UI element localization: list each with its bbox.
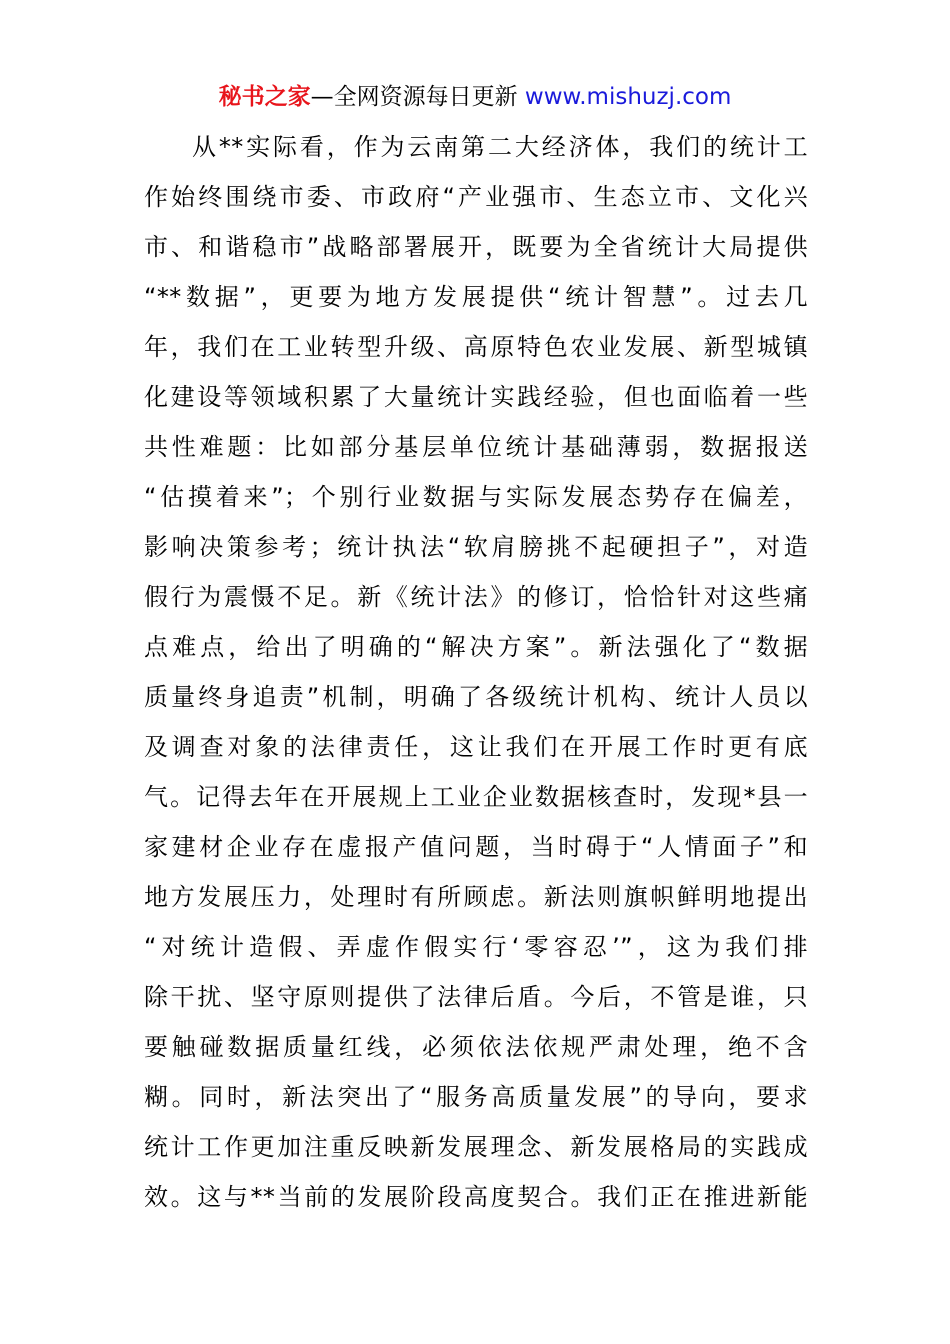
paragraph-line: “对统计造假、弄虚作假实行‘零容忍’”，这为我们排 <box>144 933 808 961</box>
document-body <box>144 122 808 1222</box>
paragraph-line: 化建设等领域积累了大量统计实践经验，但也面临着一些 <box>144 383 808 411</box>
header-tagline: —全网资源每日更新 <box>310 84 518 110</box>
paragraph-line: 作始终围绕市委、市政府“产业强市、生态立市、文化兴 <box>144 183 808 211</box>
paragraph-line: 从**实际看，作为云南第二大经济体，我们的统计工 <box>192 133 808 161</box>
header-brand: 秘书之家 <box>218 84 311 110</box>
paragraph-line: 假行为震慑不足。新《统计法》的修订，恰恰针对这些痛 <box>144 583 808 611</box>
paragraph-line: 家建材企业存在虚报产值问题，当时碍于“人情面子”和 <box>144 833 808 861</box>
paragraph-line: 除干扰、坚守原则提供了法律后盾。今后，不管是谁，只 <box>144 983 808 1011</box>
paragraph-line: 要触碰数据质量红线，必须依法依规严肃处理，绝不含 <box>144 1033 808 1061</box>
paragraph-line: 质量终身追责”机制，明确了各级统计机构、统计人员以 <box>144 683 808 711</box>
paragraph-line: 点难点，给出了明确的“解决方案”。新法强化了“数据 <box>144 633 808 661</box>
paragraph-line: 糊。同时，新法突出了“服务高质量发展”的导向，要求 <box>144 1083 808 1111</box>
paragraph-line: “**数据”，更要为地方发展提供“统计智慧”。过去几 <box>144 283 808 311</box>
paragraph-line: 年，我们在工业转型升级、高原特色农业发展、新型城镇 <box>144 333 808 361</box>
paragraph-line: 及调查对象的法律责任，这让我们在开展工作时更有底 <box>144 733 808 761</box>
header-url-link[interactable]: www.mishuzj.com <box>524 84 732 110</box>
page-header <box>0 80 950 114</box>
paragraph-line: 气。记得去年在开展规上工业企业数据核查时，发现*县一 <box>144 783 808 811</box>
paragraph-line: 共性难题：比如部分基层单位统计基础薄弱，数据报送 <box>144 433 808 461</box>
paragraph-line: 市、和谐稳市”战略部署展开，既要为全省统计大局提供 <box>144 233 808 261</box>
paragraph-line: 影响决策参考；统计执法“软肩膀挑不起硬担子”，对造 <box>144 533 808 561</box>
paragraph-line: “估摸着来”；个别行业数据与实际发展态势存在偏差， <box>144 483 808 511</box>
paragraph-line: 统计工作更加注重反映新发展理念、新发展格局的实践成 <box>144 1133 808 1161</box>
paragraph-line: 效。这与**当前的发展阶段高度契合。我们正在推进新能 <box>144 1183 808 1211</box>
paragraph-line: 地方发展压力，处理时有所顾虑。新法则旗帜鲜明地提出 <box>144 883 808 911</box>
